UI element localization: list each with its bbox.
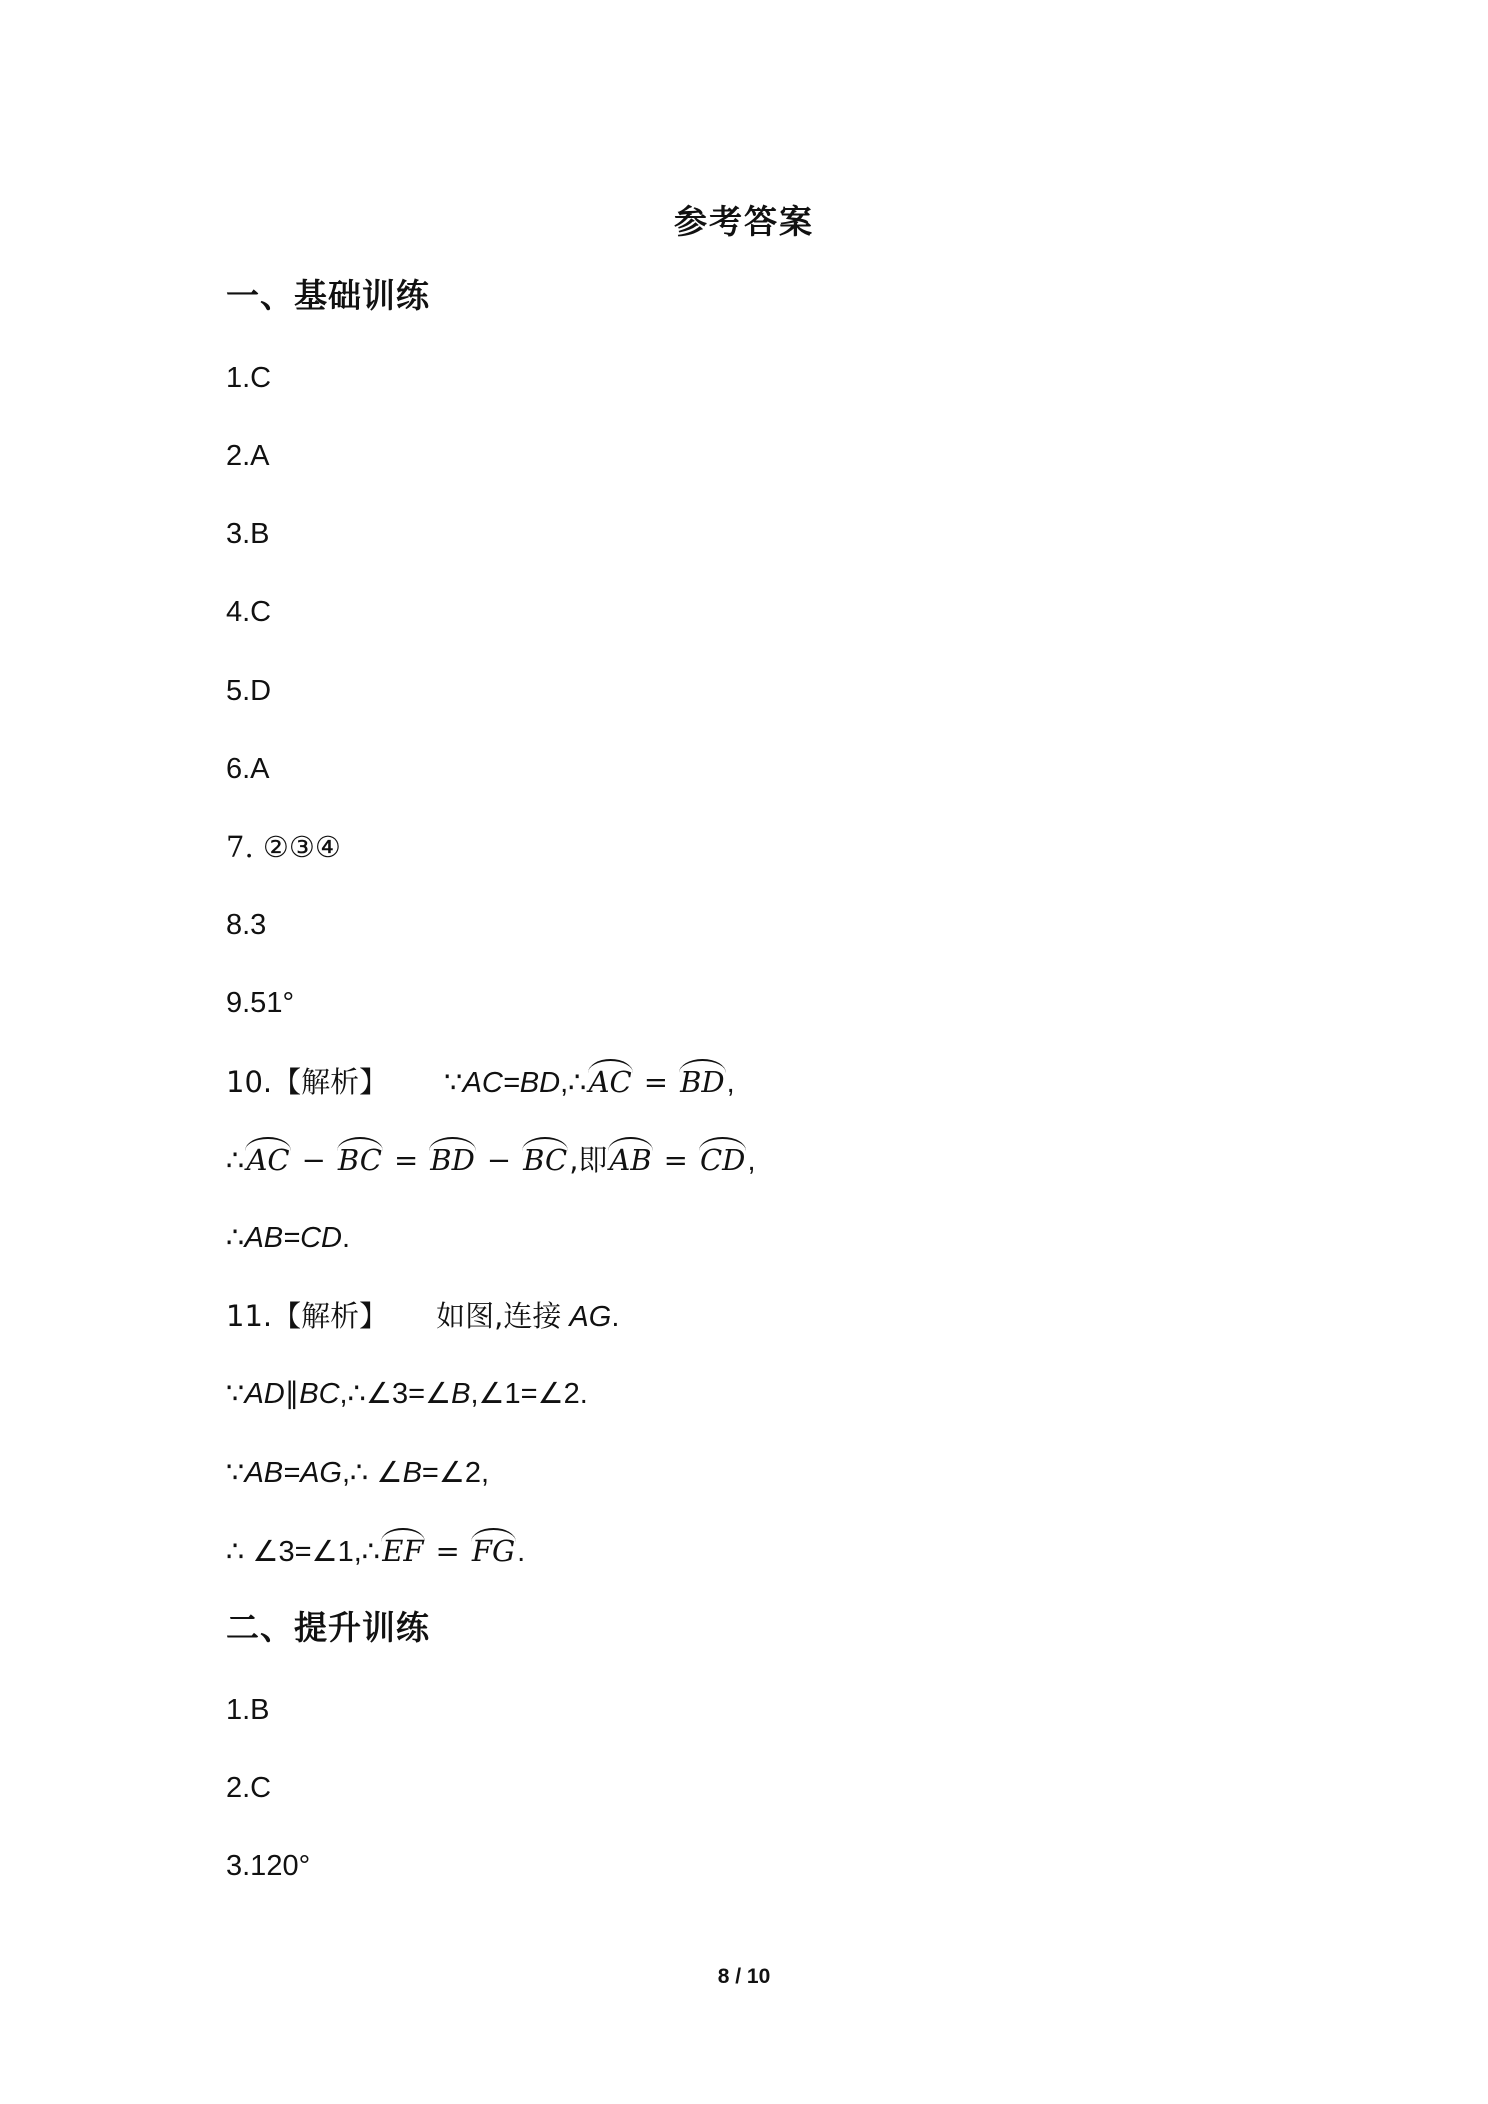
angle-equals-2: =∠2, [421,1457,490,1489]
answer-4: 4.C [226,596,272,628]
comma: , [747,1145,756,1177]
equals-sign: = [663,1143,688,1177]
arc-ab: AB [607,1140,653,1180]
answer-6: 6.A [226,753,270,785]
equals-sign: = [435,1534,460,1568]
namely-text: ,即 [569,1143,608,1177]
advanced-answer-3: 3.120° [226,1850,311,1882]
page-title: 参考答案 [674,202,814,241]
minus-sign: − [486,1143,512,1177]
equation-ab-ag: AB=AG [244,1457,342,1489]
angle-conclusion: ∴ ∠3=∠1,∴ [226,1536,381,1568]
because-symbol: ∵ [226,1378,245,1410]
arc-bd: BD [678,1062,727,1102]
minus-sign: − [301,1143,326,1177]
arc-bc: BC [336,1140,384,1180]
answer-8: 8.3 [226,909,267,941]
answer-11-line-4 [226,1531,525,1572]
arc-ef: EF [380,1531,425,1571]
arc-bc: BC [521,1140,569,1180]
equals-sign: = [393,1143,419,1177]
section-heading-advanced: 二、提升训练 [226,1608,430,1647]
angle-statement: ,∴∠3=∠ [339,1378,452,1410]
angle-b-var: B [402,1457,422,1489]
page-number: 8 / 10 [717,1965,771,1988]
answer-2: 2.A [226,440,270,472]
answer-10-label: 10.【解析】 [226,1065,389,1099]
because-symbol: ∵ [444,1067,463,1099]
answer-1: 1.C [226,362,272,394]
period: . [517,1536,526,1568]
connect-text: 如图,连接 [436,1299,562,1333]
section-heading-basic: 一、基础训练 [226,276,430,315]
answer-7: 7. ②③④ [226,830,341,864]
arc-ac: AC [587,1062,634,1102]
segment-ag: AG [569,1301,612,1333]
therefore-angle: ,∴ ∠ [341,1457,403,1489]
answer-11-label: 11.【解析】 [226,1299,389,1333]
answer-9: 9.51° [226,987,295,1019]
answer-11-line-2 [226,1374,588,1414]
arc-bd: BD [428,1140,477,1180]
answer-10-line-1 [226,1062,735,1103]
answer-5: 5.D [226,675,272,707]
because-symbol: ∵ [226,1457,245,1489]
comma: , [726,1067,735,1099]
arc-cd: CD [698,1140,747,1180]
equation-ac-bd: AC=BD [462,1067,561,1099]
angle-statement-2: ,∠1=∠2. [470,1378,588,1410]
answer-10-line-3 [226,1218,350,1258]
advanced-answer-2: 2.C [226,1772,272,1804]
angle-b-var: B [451,1378,471,1410]
arc-fg: FG [470,1531,517,1571]
advanced-answer-1: 1.B [226,1694,270,1726]
therefore-symbol: ∴ [226,1145,245,1177]
therefore-symbol: ∴ [226,1222,245,1254]
parallel-ad-bc: AD∥BC [244,1378,340,1410]
period: . [611,1301,620,1333]
equation-ab-cd: AB=CD [244,1222,342,1254]
therefore-symbol: ,∴ [560,1067,587,1099]
answer-10-line-2 [226,1140,756,1181]
answer-11-line-1 [226,1296,619,1337]
period: . [341,1222,351,1254]
answer-3: 3.B [226,518,270,550]
equals-sign: = [643,1065,669,1099]
arc-ac: AC [244,1140,291,1180]
answer-11-line-3 [226,1453,489,1493]
